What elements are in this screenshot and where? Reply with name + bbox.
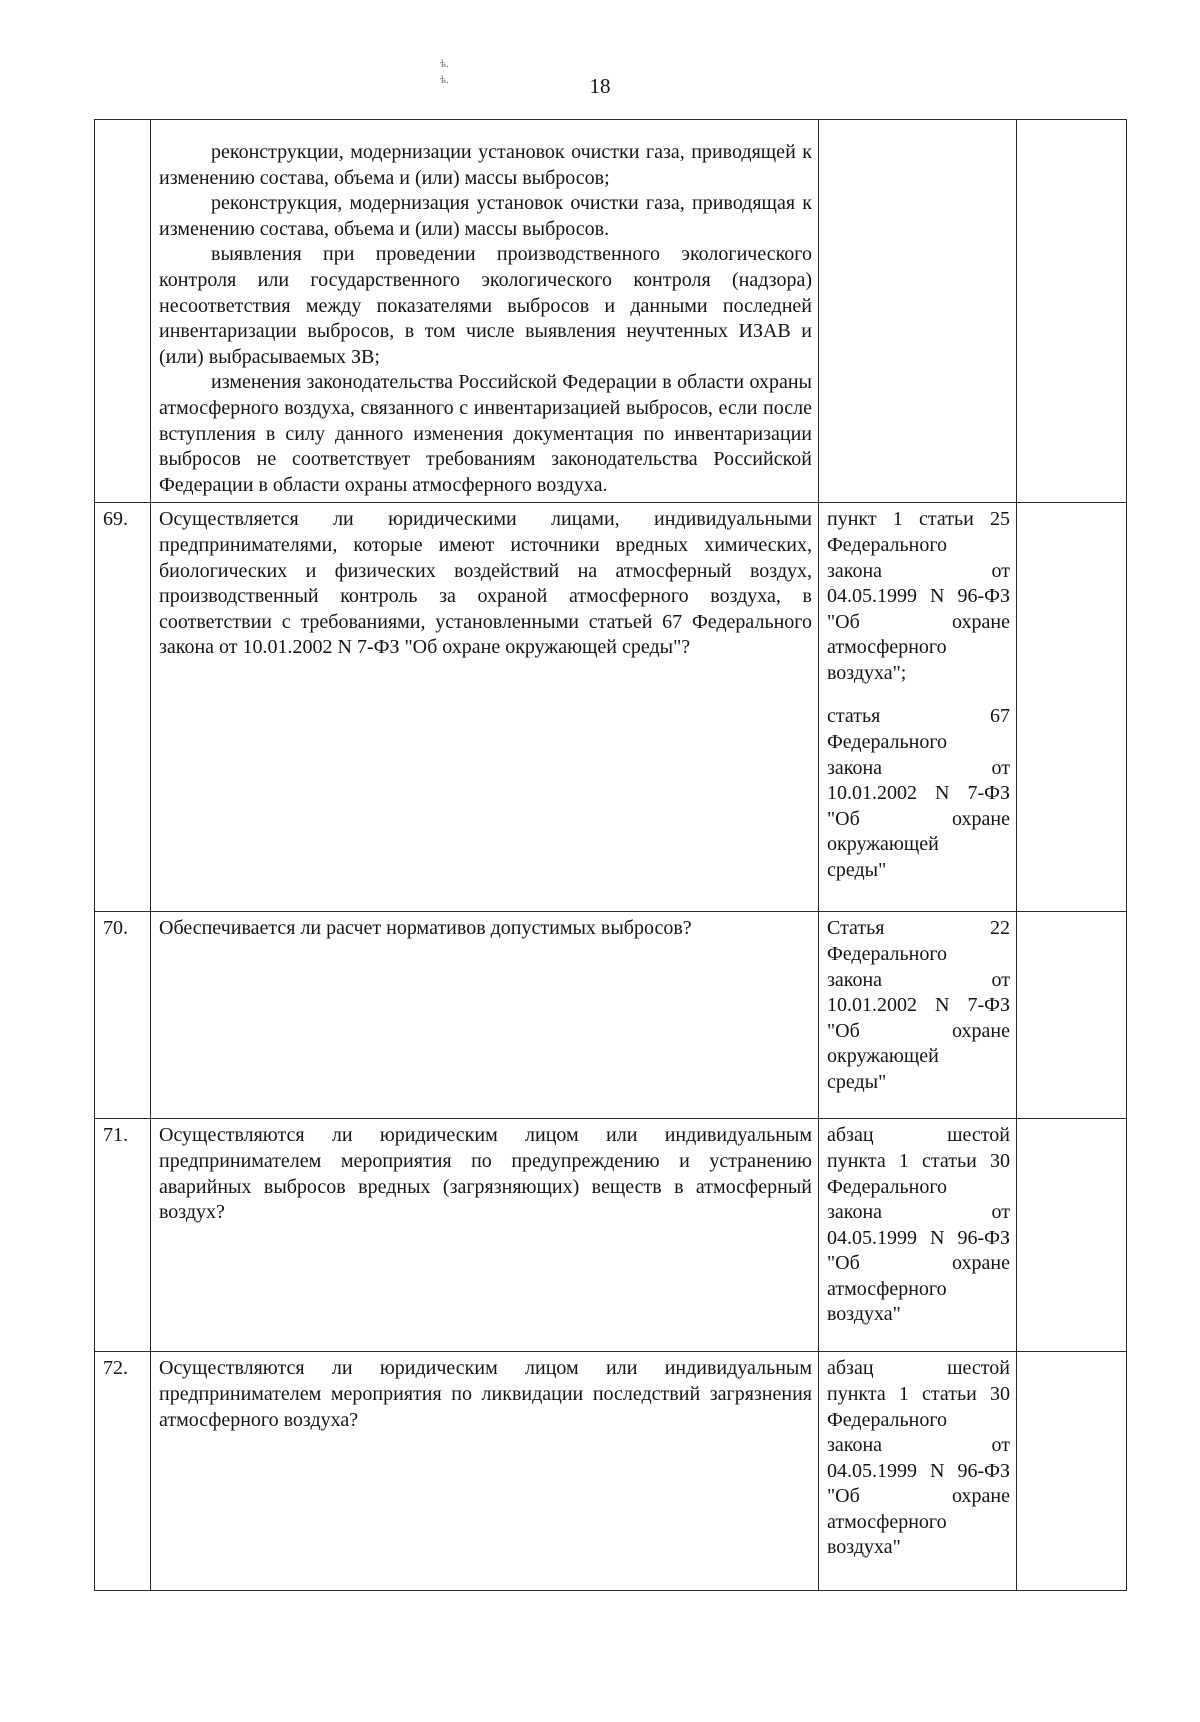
- reference-line: 04.05.1999 N 96-ФЗ: [827, 1226, 1010, 1249]
- reference-cell: [819, 1119, 1017, 1352]
- page-number: 18: [589, 74, 611, 98]
- row-number: 71.: [95, 1119, 151, 1352]
- reference-line: статья 67: [827, 705, 1010, 728]
- reference-cell: [819, 912, 1017, 1119]
- reference-line: воздуха": [827, 1303, 901, 1326]
- extra-cell: [1017, 120, 1127, 503]
- reference-line: Федерального: [827, 942, 948, 965]
- checklist-table: [94, 119, 1127, 1591]
- reference-line: атмосферного: [827, 1510, 947, 1533]
- reference-line: закона от: [827, 1201, 1010, 1224]
- reference-cell: [819, 1352, 1017, 1591]
- extra-cell: [1017, 912, 1127, 1119]
- reference-line: "Об охране: [827, 1252, 1010, 1275]
- reference-line: окружающей: [827, 833, 939, 856]
- reference-line: среды": [827, 1070, 887, 1093]
- reference-line: "Об охране: [827, 610, 1010, 633]
- row-number-cell: [95, 120, 151, 503]
- reference-line: 04.05.1999 N 96-ФЗ: [827, 1459, 1010, 1482]
- reference-line: среды": [827, 859, 887, 882]
- reference-line: абзац шестой: [827, 1124, 1010, 1147]
- scan-speck: ѣ.: [440, 74, 449, 86]
- continuation-paragraph: выявления при проведении производственного экологического контроля или государственного экологического контроля (надзора) несоответствия между показателями выбросов и данными последней инвентаризации выбросов, в том числе выявления неучтенных ИЗАВ и (или) выбрасываемых ЗВ;: [159, 243, 812, 368]
- question-text: Осуществляются ли юридическим лицом или индивидуальным предпринимателем мероприятия по ликвидации последствий загрязнения атмосферного воздуха?: [151, 1352, 819, 1591]
- table-row: [95, 503, 1127, 912]
- reference-line: Федерального: [827, 1175, 948, 1198]
- scan-speck: ѣ.: [440, 58, 449, 70]
- reference-line: атмосферного: [827, 636, 947, 659]
- table-row: [95, 912, 1127, 1119]
- reference-line: воздуха";: [827, 661, 907, 684]
- table-row: [95, 1119, 1127, 1352]
- reference-line: Статья 22: [827, 917, 1010, 940]
- legal-reference: [827, 507, 1010, 686]
- scan-specks: [440, 56, 449, 88]
- reference-line: атмосферного: [827, 1277, 947, 1300]
- reference-line: абзац шестой: [827, 1357, 1010, 1380]
- reference-cell: [819, 503, 1017, 912]
- continuation-paragraph: реконструкция, модернизация установок очистки газа, приводящая к изменению состава, объема и (или) массы выбросов.: [159, 192, 812, 240]
- reference-line: Федерального: [827, 533, 948, 556]
- reference-cell: [819, 120, 1017, 503]
- continuation-paragraph: изменения законодательства Российской Федерации в области охраны атмосферного воздуха, связанного с инвентаризацией выбросов, если после вступления в силу данного изменения документация по инвентаризации выбросов не соответствует требованиям законодательства Российской Федерации в области охраны атмосферного воздуха.: [159, 371, 812, 496]
- extra-cell: [1017, 503, 1127, 912]
- reference-line: закона от: [827, 756, 1010, 779]
- row-number: 72.: [95, 1352, 151, 1591]
- question-text: Осуществляется ли юридическими лицами, индивидуальными предпринимателями, которые имеют источники вредных химических, биологических и физических воздействий на атмосферный воздух, производственный контроль за охраной атмосферного воздуха, в соответствии с требованиями, установленными статьей 67 Федерального закона от 10.01.2002 N 7-ФЗ "Об охране окружающей среды"?: [151, 503, 819, 912]
- question-cell: [151, 120, 819, 503]
- reference-line: Федерального: [827, 731, 948, 754]
- legal-reference: [827, 704, 1010, 883]
- legal-reference: [827, 916, 1010, 1095]
- reference-line: пункт 1 статьи 25: [827, 508, 1010, 531]
- reference-line: 04.05.1999 N 96-ФЗ: [827, 585, 1010, 608]
- continuation-paragraph: реконструкции, модернизации установок очистки газа, приводящей к изменению состава, объема и (или) массы выбросов;: [159, 141, 812, 189]
- reference-line: 10.01.2002 N 7-ФЗ: [827, 782, 1010, 805]
- question-text: Обеспечивается ли расчет нормативов допустимых выбросов?: [151, 912, 819, 1119]
- extra-cell: [1017, 1119, 1127, 1352]
- row-number: 70.: [95, 912, 151, 1119]
- question-text: Осуществляются ли юридическим лицом или индивидуальным предпринимателем мероприятия по предупреждению и устранению аварийных выбросов вредных (загрязняющих) веществ в атмосферный воздух?: [151, 1119, 819, 1352]
- reference-line: закона от: [827, 968, 1010, 991]
- legal-reference: [827, 1123, 1010, 1328]
- reference-line: пункта 1 статьи 30: [827, 1149, 1010, 1172]
- reference-line: воздуха": [827, 1536, 901, 1559]
- table-row-continuation: [95, 120, 1127, 503]
- row-number: 69.: [95, 503, 151, 912]
- reference-line: Федерального: [827, 1408, 948, 1431]
- reference-line: "Об охране: [827, 807, 1010, 830]
- reference-line: окружающей: [827, 1045, 939, 1068]
- reference-line: закона от: [827, 559, 1010, 582]
- reference-line: пункта 1 статьи 30: [827, 1382, 1010, 1405]
- table-row: [95, 1352, 1127, 1591]
- legal-reference: [827, 1356, 1010, 1561]
- reference-line: "Об охране: [827, 1485, 1010, 1508]
- reference-line: закона от: [827, 1434, 1010, 1457]
- reference-line: 10.01.2002 N 7-ФЗ: [827, 994, 1010, 1017]
- reference-line: "Об охране: [827, 1019, 1010, 1042]
- extra-cell: [1017, 1352, 1127, 1591]
